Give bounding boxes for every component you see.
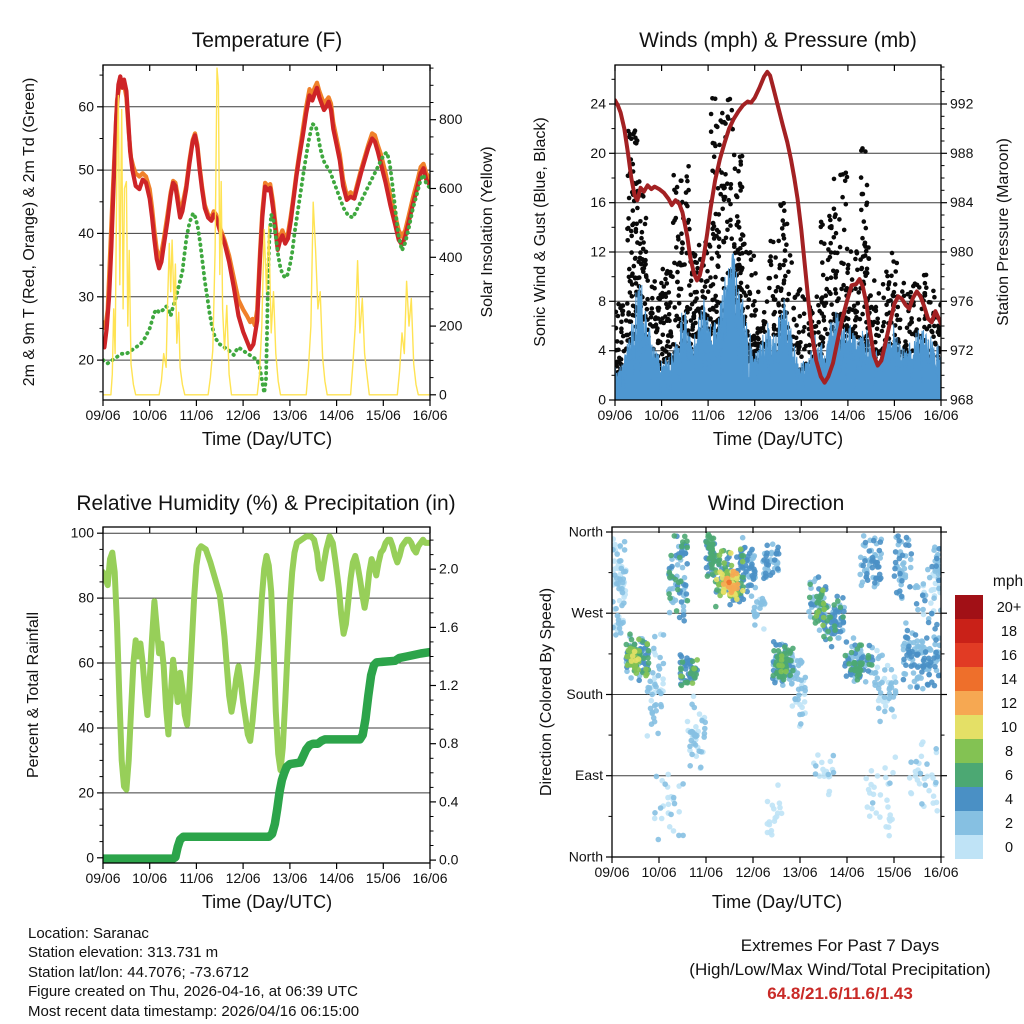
svg-text:West: West — [571, 604, 603, 621]
svg-text:16/06: 16/06 — [923, 864, 959, 880]
svg-text:12/06: 12/06 — [737, 407, 773, 423]
svg-text:15/06: 15/06 — [876, 407, 912, 423]
temperature-x-axis-label: Time (Day/UTC) — [201, 429, 333, 449]
svg-text:988: 988 — [950, 144, 974, 161]
svg-text:12/06: 12/06 — [225, 407, 261, 423]
svg-text:20: 20 — [590, 144, 606, 161]
svg-text:24: 24 — [590, 95, 606, 112]
svg-text:992: 992 — [950, 95, 974, 112]
svg-text:40: 40 — [78, 719, 94, 736]
svg-text:16/06: 16/06 — [412, 870, 448, 886]
svg-text:14/06: 14/06 — [829, 864, 865, 880]
svg-text:0.4: 0.4 — [439, 793, 459, 810]
svg-text:60: 60 — [78, 654, 94, 671]
wind-direction-x-axis-label: Time (Day/UTC) — [711, 892, 843, 912]
svg-text:10/06: 10/06 — [132, 870, 168, 886]
svg-text:12: 12 — [590, 243, 606, 260]
pressure-right-axis-label: Station Pressure (Maroon) — [995, 138, 1012, 326]
svg-text:16: 16 — [1000, 648, 1018, 664]
svg-text:North: North — [568, 523, 603, 540]
svg-text:15/06: 15/06 — [365, 407, 401, 423]
solar-insolation-right-axis-label: Solar Insolation (Yellow) — [479, 146, 496, 318]
svg-text:10/06: 10/06 — [644, 407, 680, 423]
svg-text:0: 0 — [1004, 840, 1014, 856]
svg-text:09/06: 09/06 — [85, 407, 121, 423]
svg-text:10/06: 10/06 — [641, 864, 677, 880]
svg-text:14/06: 14/06 — [319, 870, 355, 886]
humidity-x-axis-label: Time (Day/UTC) — [201, 892, 333, 912]
figure-created-on: Figure created on Thu, 2026-04-16, at 06:39 UTC — [28, 983, 358, 1001]
svg-text:12: 12 — [1000, 696, 1018, 712]
temperature-left-axis-label: 2m & 9m T (Red, Orange) & 2m Td (Green) — [21, 77, 38, 387]
svg-text:11/06: 11/06 — [689, 864, 723, 880]
svg-text:8: 8 — [1004, 744, 1014, 760]
svg-text:13/06: 13/06 — [782, 864, 818, 880]
svg-text:40: 40 — [78, 224, 94, 241]
svg-text:12/06: 12/06 — [735, 864, 771, 880]
svg-text:11/06: 11/06 — [691, 407, 726, 423]
svg-text:09/06: 09/06 — [85, 870, 121, 886]
svg-text:18: 18 — [1000, 624, 1018, 640]
winds-x-axis-label: Time (Day/UTC) — [712, 429, 844, 449]
svg-text:20+: 20+ — [996, 600, 1022, 616]
svg-text:North: North — [568, 848, 603, 865]
svg-text:0: 0 — [86, 849, 94, 866]
svg-text:0.8: 0.8 — [439, 735, 459, 752]
svg-text:800: 800 — [439, 111, 463, 128]
winds-pressure-chart-canvas — [512, 0, 1024, 470]
svg-text:11/06: 11/06 — [179, 870, 214, 886]
svg-text:30: 30 — [78, 288, 94, 305]
extremes-subtitle: (High/Low/Max Wind/Total Precipitation) — [689, 960, 991, 979]
svg-text:8: 8 — [598, 292, 606, 309]
station-info-block — [28, 924, 359, 1021]
svg-text:09/06: 09/06 — [594, 864, 630, 880]
svg-text:980: 980 — [950, 243, 974, 260]
svg-text:50: 50 — [78, 161, 94, 178]
svg-text:16: 16 — [590, 194, 606, 211]
svg-text:80: 80 — [78, 589, 94, 606]
svg-text:09/06: 09/06 — [597, 407, 633, 423]
svg-text:13/06: 13/06 — [272, 407, 308, 423]
svg-text:South: South — [566, 686, 603, 702]
temperature-chart-canvas — [0, 0, 512, 470]
wind-direction-chart-title: Wind Direction — [707, 492, 845, 515]
svg-text:60: 60 — [78, 98, 94, 115]
station-elevation: Station elevation: 313.731 m — [28, 944, 219, 962]
svg-text:0: 0 — [598, 391, 606, 408]
svg-text:20: 20 — [78, 351, 94, 368]
svg-text:968: 968 — [950, 391, 974, 408]
svg-text:1.2: 1.2 — [439, 677, 459, 693]
svg-text:13/06: 13/06 — [783, 407, 819, 423]
winds-pressure-chart-title: Winds (mph) & Pressure (mb) — [639, 29, 917, 52]
svg-text:2: 2 — [1004, 816, 1014, 832]
svg-text:14: 14 — [1000, 672, 1018, 688]
svg-text:984: 984 — [950, 194, 974, 211]
svg-text:100: 100 — [70, 524, 94, 541]
svg-text:10/06: 10/06 — [132, 407, 168, 423]
station-lat-lon: Station lat/lon: 44.7076; -73.6712 — [28, 963, 250, 981]
svg-text:15/06: 15/06 — [876, 864, 912, 880]
svg-text:6: 6 — [1004, 768, 1014, 784]
extremes-values: 64.8/21.6/11.6/1.43 — [767, 984, 913, 1003]
temperature-chart-title: Temperature (F) — [191, 29, 343, 52]
most-recent-timestamp: Most recent data timestamp: 2026/04/16 06:15:00 — [28, 1002, 360, 1020]
station-location: Location: Saranac — [28, 925, 149, 942]
svg-text:12/06: 12/06 — [225, 870, 261, 886]
svg-text:200: 200 — [439, 317, 463, 334]
percent-rainfall-left-axis-label: Percent & Total Rainfall — [25, 611, 42, 779]
svg-text:2.0: 2.0 — [439, 560, 459, 577]
svg-text:20: 20 — [78, 784, 94, 801]
extremes-title: Extremes For Past 7 Days — [740, 936, 940, 955]
svg-text:11/06: 11/06 — [179, 407, 214, 423]
svg-text:600: 600 — [439, 180, 463, 196]
svg-text:16/06: 16/06 — [412, 407, 448, 423]
wind-gust-left-axis-label: Sonic Wind & Gust (Blue, Black) — [532, 117, 549, 347]
svg-text:0.0: 0.0 — [439, 851, 459, 868]
svg-text:972: 972 — [950, 342, 974, 359]
svg-text:East: East — [574, 767, 603, 784]
svg-text:15/06: 15/06 — [365, 870, 401, 886]
svg-text:mph: mph — [992, 573, 1024, 590]
svg-text:976: 976 — [950, 292, 974, 309]
svg-text:14/06: 14/06 — [830, 407, 866, 423]
svg-text:16/06: 16/06 — [923, 407, 959, 423]
svg-text:10: 10 — [1000, 720, 1018, 736]
svg-text:4: 4 — [1004, 792, 1014, 808]
svg-text:13/06: 13/06 — [272, 870, 308, 886]
direction-left-axis-label: Direction (Colored By Speed) — [538, 587, 555, 797]
humidity-precip-chart-title: Relative Humidity (%) & Precipitation (in) — [76, 492, 456, 515]
svg-text:4: 4 — [598, 342, 606, 359]
svg-text:400: 400 — [439, 248, 463, 265]
svg-text:14/06: 14/06 — [319, 407, 355, 423]
svg-text:0: 0 — [439, 386, 447, 403]
svg-text:1.6: 1.6 — [439, 618, 459, 635]
